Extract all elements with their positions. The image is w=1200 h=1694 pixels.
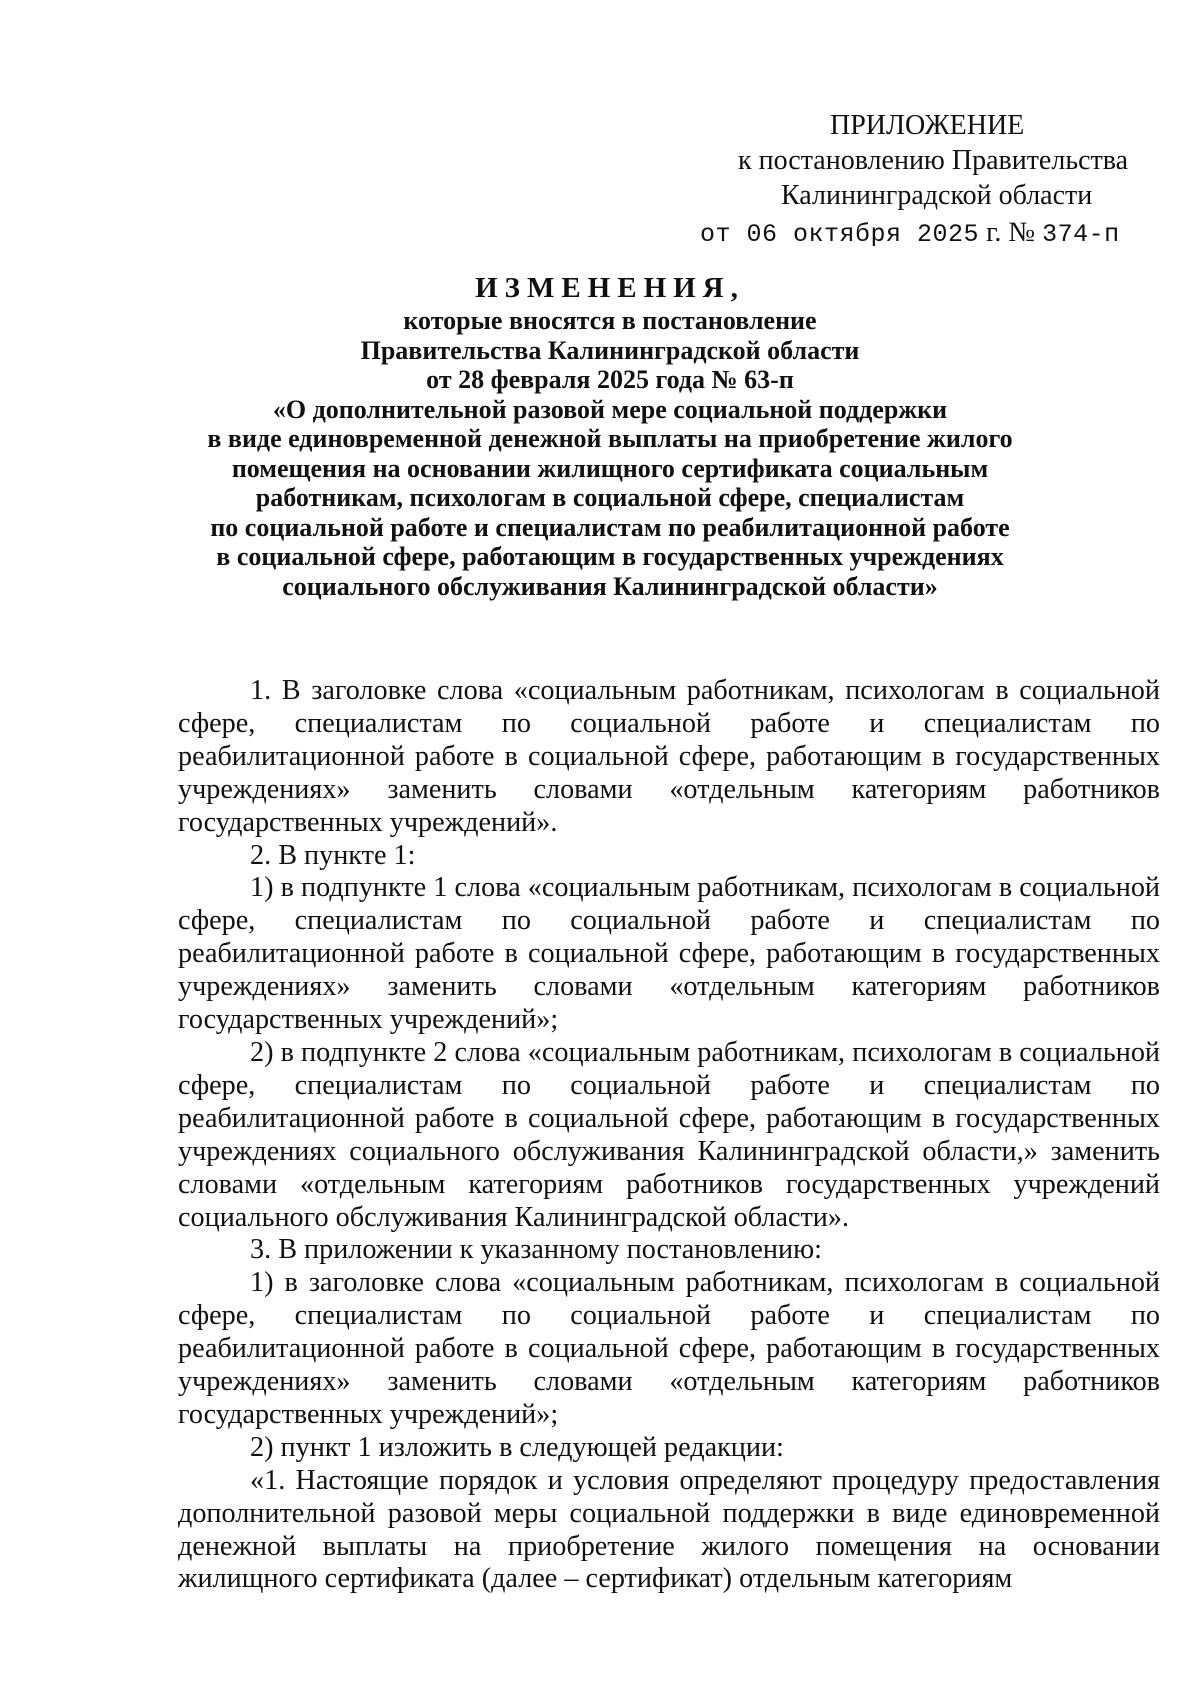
title-line: Правительства Калининградской области	[360, 335, 860, 365]
title-block	[170, 270, 1050, 601]
paragraph-subitem-3-1: 1) в заголовке слова «социальным работникам, психологам в социальной сфере, специалистам по социальной работе и специалистам по реабилитационной работе в социальной сфере, работающим в государственных учреждениях» заменить словами «отдельным категориям работников государственных учреждений»;	[178, 1267, 1160, 1430]
appendix-number-stamp: 374-п	[1042, 220, 1120, 249]
title-line: помещения на основании жилищного сертификата социальным	[231, 453, 989, 483]
title-line: в виде единовременной денежной выплаты на приобретение жилого	[207, 424, 1013, 453]
document-heading: ИЗМЕНЕНИЯ,	[475, 272, 745, 304]
appendix-date-line	[700, 215, 1130, 252]
paragraph-subitem-3-2: 2) пункт 1 изложить в следующей редакции:	[250, 1431, 784, 1463]
appendix-title: ПРИЛОЖЕНИЕ	[830, 110, 1025, 141]
paragraph-item-2: 2. В пункте 1:	[250, 839, 416, 871]
title-line: которые вносятся в постановление	[403, 306, 817, 335]
appendix-date-mid: г. №	[979, 217, 1043, 248]
appendix-date-stamp: 06 октября 2025	[746, 220, 980, 249]
appendix-date-prefix: от	[700, 220, 747, 249]
paragraph-subitem-2-2: 2) в подпункте 2 слова «социальным работникам, психологам в социальной сфере, специалистам по социальной работе и специалистам по реабилитационной работе в социальной сфере, работающим в государственных учреждениях социального обслуживания Калининградской области,» заменить словами «отдельным категориям работников государственных учреждений социального обслуживания Калининградской области».	[178, 1036, 1160, 1233]
title-line: в социальной сфере, работающим в государственных учреждениях	[216, 542, 1004, 571]
appendix-header	[700, 108, 1130, 252]
paragraph-item-1: 1. В заголовке слова «социальным работникам, психологам в социальной сфере, специалистам по социальной работе и специалистам по реабилитационной работе в социальной сфере, работающим в государственных учреждениях» заменить словами «отдельным категориям работников государственных учреждений».	[178, 675, 1160, 838]
paragraph-subitem-2-1: 1) в подпункте 1 слова «социальным работникам, психологам в социальной сфере, специалистам по социальной работе и специалистам по реабилитационной работе в социальной сфере, работающим в государственных учреждениях» заменить словами «отдельным категориям работников государственных учреждений»;	[178, 872, 1160, 1036]
appendix-region-line: Калининградской области	[781, 180, 1093, 211]
appendix-decree-line: к постановлению Правительства	[738, 145, 1129, 176]
document-body	[178, 675, 1160, 1596]
paragraph-item-3: 3. В приложении к указанному постановлению:	[250, 1234, 822, 1266]
paragraph-quoted-new-text: «1. Настоящие порядок и условия определяют процедуру предоставления дополнительной разовой меры социальной поддержки в виде единовременной денежной выплаты на приобретение жилого помещения на основании жилищного сертификата (далее – сертификат) отдельным категориям	[178, 1464, 1160, 1595]
title-line: социального обслуживания Калининградской области»	[282, 571, 938, 601]
title-line: работникам, психологам в социальной сфере, специалистам	[255, 483, 965, 512]
title-line: от 28 февраля 2025 года № 63-п	[426, 365, 794, 394]
title-line: по социальной работе и специалистам по реабилитационной работе	[210, 512, 1010, 542]
title-line: «О дополнительной разовой мере социальной поддержки	[272, 394, 948, 424]
